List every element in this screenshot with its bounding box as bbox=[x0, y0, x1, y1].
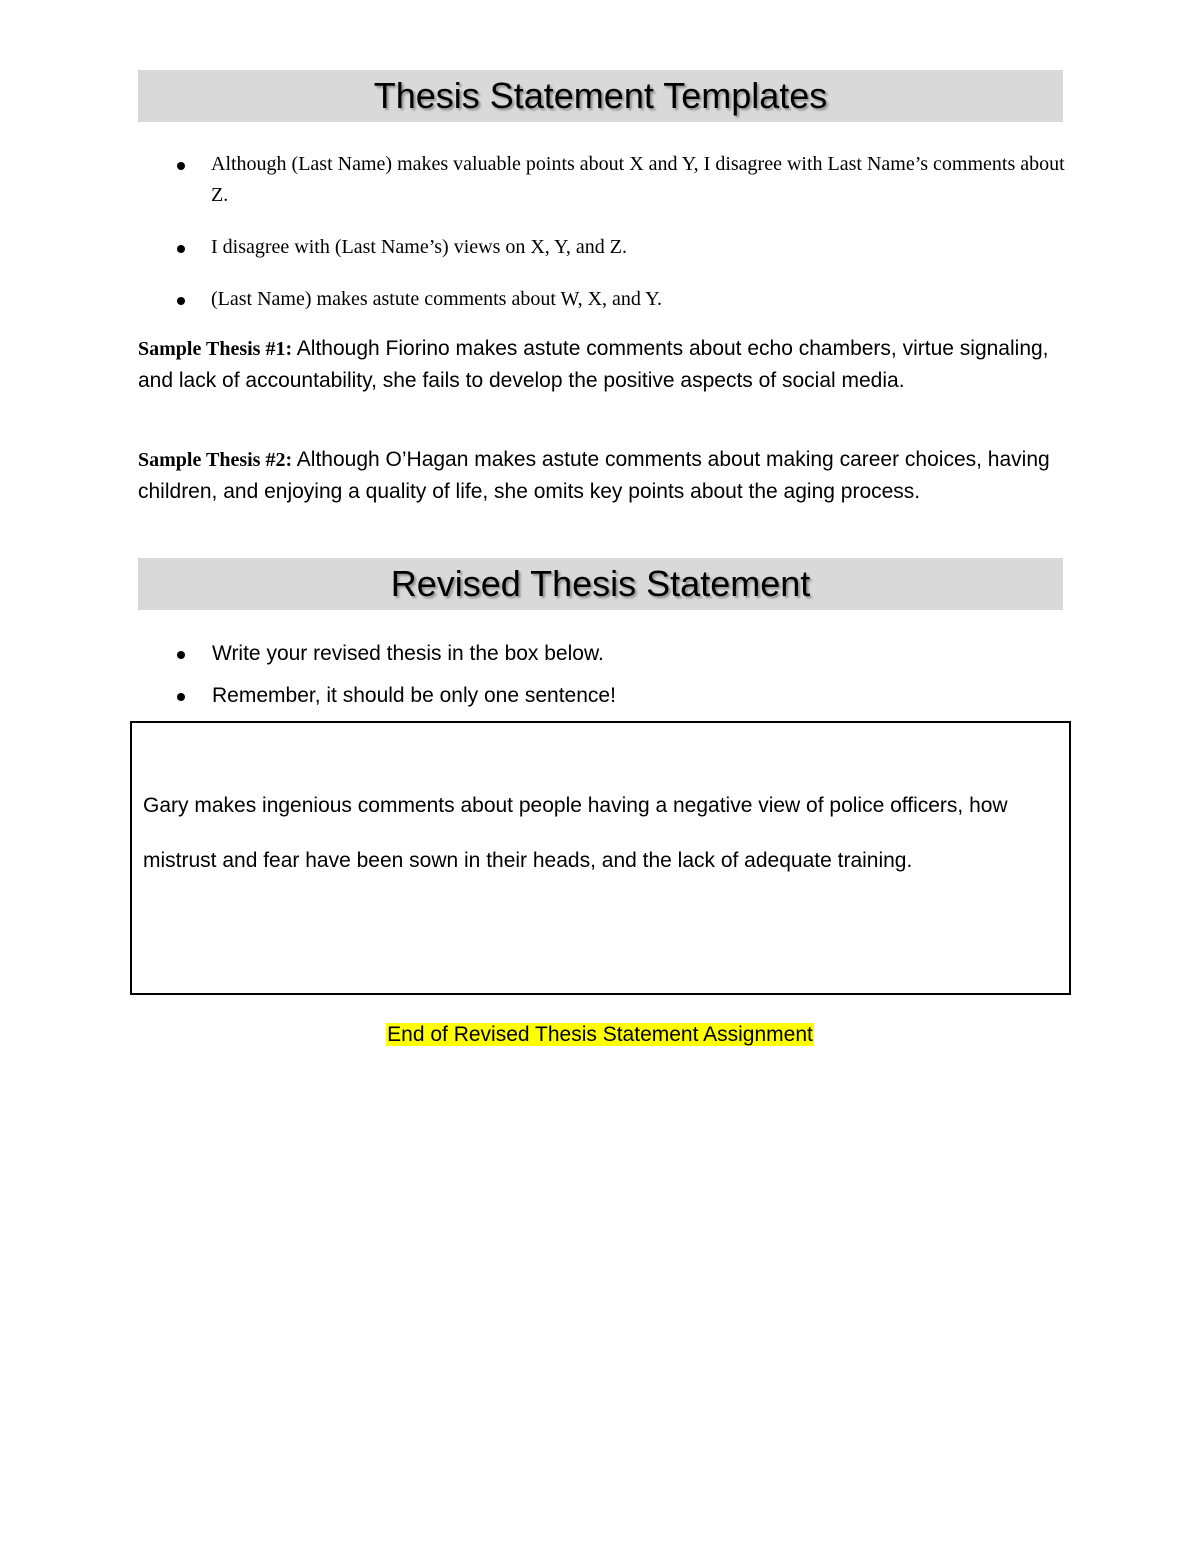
bullet-icon bbox=[177, 297, 185, 305]
revised-thesis-text[interactable]: Gary makes ingenious comments about people having a negative view of police officers, how mistrust and fear have been sown in their heads, and the lack of adequate training. bbox=[143, 794, 1008, 872]
end-of-assignment bbox=[0, 1020, 1200, 1050]
sample-thesis-text: Although Fiorino makes astute comments about echo chambers, virtue signaling, and lack of accountability, she fails to develop the positive aspects of social media. bbox=[138, 337, 1049, 392]
section-heading-templates: Thesis Statement Templates bbox=[138, 70, 1063, 122]
sample-thesis-label: Sample Thesis #1: bbox=[138, 338, 293, 360]
template-text: Although (Last Name) makes valuable points about X and Y, I disagree with Last Name’s comments about Z. bbox=[211, 153, 1065, 206]
sample-thesis-1 bbox=[138, 333, 1058, 396]
bullet-icon bbox=[177, 245, 185, 253]
instruction-item bbox=[138, 638, 1068, 669]
template-item bbox=[138, 149, 1068, 211]
instruction-item bbox=[138, 680, 1068, 711]
instruction-text: Write your revised thesis in the box below. bbox=[212, 642, 604, 665]
template-item bbox=[138, 232, 1068, 263]
template-text: (Last Name) makes astute comments about W, X, and Y. bbox=[211, 288, 663, 310]
template-list bbox=[138, 149, 1068, 336]
bullet-icon bbox=[177, 693, 185, 701]
sample-thesis-text: Although O’Hagan makes astute comments about making career choices, having children, and enjoying a quality of life, she omits key points about the aging process. bbox=[138, 448, 1050, 503]
instruction-list bbox=[138, 638, 1068, 722]
sample-thesis-2 bbox=[138, 444, 1058, 507]
bullet-icon bbox=[177, 651, 185, 659]
template-item bbox=[138, 284, 1068, 315]
section-heading-revised: Revised Thesis Statement bbox=[138, 558, 1063, 610]
revised-thesis-box[interactable] bbox=[130, 721, 1071, 995]
bullet-icon bbox=[177, 162, 185, 170]
instruction-text: Remember, it should be only one sentence! bbox=[212, 684, 616, 707]
template-text: I disagree with (Last Name’s) views on X, Y, and Z. bbox=[211, 236, 628, 258]
end-of-assignment-text: End of Revised Thesis Statement Assignment bbox=[387, 1023, 813, 1046]
sample-thesis-label: Sample Thesis #2: bbox=[138, 449, 293, 471]
